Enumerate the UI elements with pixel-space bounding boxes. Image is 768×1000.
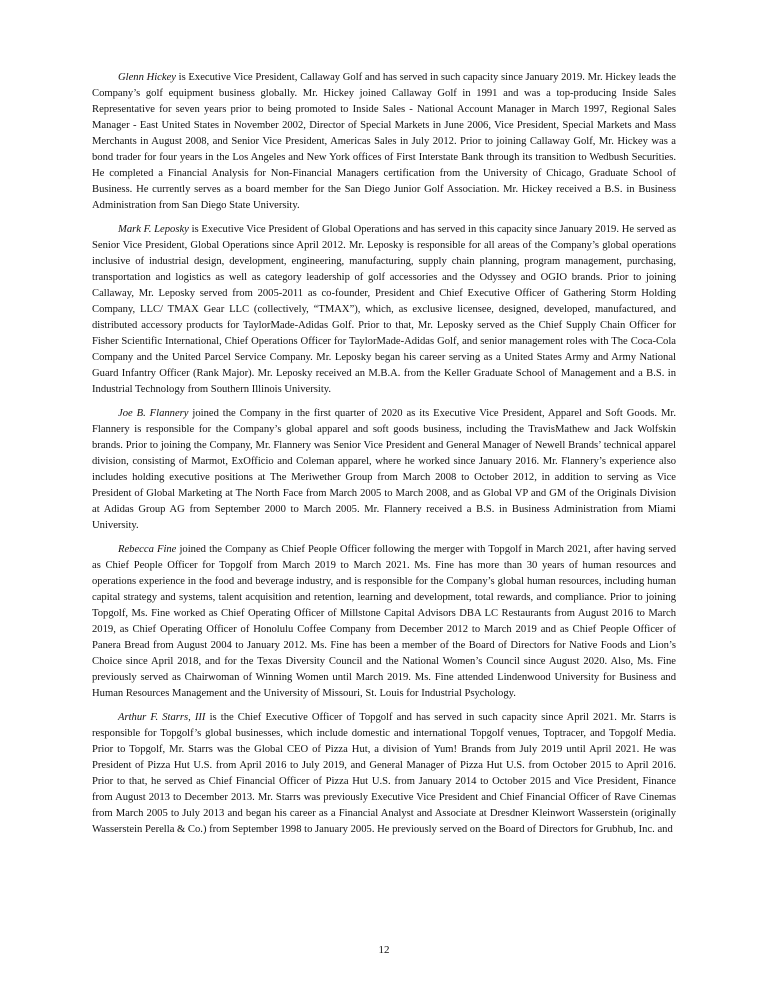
bio-text: is Executive Vice President of Global Operations and has served in this capacity since January 2019. He served as Senior Vice President, Global Operations since April 2012. Mr. Leposky is responsible for all areas of the Company’s global operations inclusive of industrial design, development, engineering, manufacturing, supply chain planning, program management, purchasing, transportation and logistics as well as category leadership of golf accessories and the Odyssey and OGIO brands. Prior to joining Callaway, Mr. Leposky served from 2005-2011 as co-founder, President and Chief Executive Officer of Gathering Storm Holding Company, LLC/ TMAX Gear LLC (collectively, “TMAX”), which, as exclusive licensee, designed, developed, manufactured, and distributed accessory products for TaylorMade-Adidas Golf. Prior to that, Mr. Leposky served as the Chief Supply Chain Officer for Fisher Scientific International, Chief Operations Officer for TaylorMade-Adidas Golf, and senior management roles with The Coca-Cola Company and the United Parcel Service Company. Mr. Leposky began his career serving as a United States Army and Army National Guard Infantry Officer (Rank Major). Mr. Leposky received an M.B.A. from the Keller Graduate School of Management and a B.S. in Industrial Technology from Southern Illinois University. bbox=[92, 224, 676, 395]
bio-text: is the Chief Executive Officer of Topgolf and has served in such capacity since April 2021. Mr. Starrs is responsible for Topgolf’s global businesses, which include domestic and international Topgolf venues, Toptracer, and Topgolf Media. Prior to Topgolf, Mr. Starrs was the Global CEO of Pizza Hut, a division of Yum! Brands from July 2019 until April 2021. He was President of Pizza Hut U.S. from April 2016 to July 2019, and General Manager of Pizza Hut U.S. from October 2015 to April 2016. Prior to that, he served as Chief Financial Officer of Pizza Hut U.S. from January 2014 to October 2015 and Vice President, Finance from August 2013 to December 2013. Mr. Starrs was previously Executive Vice President and Chief Financial Officer of Rave Cinemas from March 2005 to July 2013 and began his career as a Financial Analyst and Associate at Dresdner Kleinwort Wasserstein (originally Wasserstein Perella & Co.) from September 1998 to January 2005. He previously served on the Board of Directors for Grubhub, Inc. and bbox=[92, 712, 676, 835]
document-page bbox=[92, 70, 676, 846]
page-number: 12 bbox=[378, 944, 390, 956]
bio-name: Arthur F. Starrs, III bbox=[118, 712, 206, 723]
bio-name: Mark F. Leposky bbox=[118, 224, 189, 235]
bio-name: Rebecca Fine bbox=[118, 544, 177, 555]
bio-text: joined the Company in the first quarter of 2020 as its Executive Vice President, Apparel and Soft Goods. Mr. Flannery is responsible for the Company’s global apparel and soft goods business, including the TravisMathew and Jack Wolfskin brands. Prior to joining the Company, Mr. Flannery was Senior Vice President and General Manager of Newell Brands’ technical apparel division, consisting of Marmot, ExOfficio and Coleman apparel, where he worked since January 2016. Mr. Flannery’s experience also includes holding executive positions at The Meriwether Group from March 2008 to October 2012, in addition to serving as Vice President of Global Marketing at The North Face from March 2005 to March 2008, and as Global VP and GM of the Originals Division at Adidas Group AG from September 2000 to March 2005. Mr. Flannery received a B.S. in Business Administration from Miami University. bbox=[92, 408, 676, 531]
bio-mark-leposky bbox=[92, 222, 676, 398]
bio-glenn-hickey bbox=[92, 70, 676, 214]
bio-joe-flannery bbox=[92, 406, 676, 534]
bio-name: Glenn Hickey bbox=[118, 72, 176, 83]
bio-text: is Executive Vice President, Callaway Golf and has served in such capacity since January 2019. Mr. Hickey leads the Company’s golf equipment business globally. Mr. Hickey joined Callaway Golf in 1991 and was a top-producing Inside Sales Representative for seven years prior to being promoted to Inside Sales - National Account Manager in March 1997, Regional Sales Manager - East United States in November 2002, Director of Special Markets in June 2006, Vice President, Special Markets and Mass Merchants in August 2008, and Senior Vice President, Americas Sales in July 2012. Prior to joining Callaway Golf, Mr. Hickey was a bond trader for four years in the Los Angeles and New York offices of First Interstate Bank through its transition to Wedbush Securities. He completed a Financial Analysis for Non-Financial Managers certification from the University of Chicago, Graduate School of Business. He currently serves as a board member for the San Diego Junior Golf Association. Mr. Hickey received a B.S. in Business Administration from San Diego State University. bbox=[92, 72, 676, 211]
bio-name: Joe B. Flannery bbox=[118, 408, 189, 419]
bio-rebecca-fine bbox=[92, 542, 676, 702]
bio-text: joined the Company as Chief People Officer following the merger with Topgolf in March 2021, after having served as Chief People Officer for Topgolf from March 2019 to March 2021. Ms. Fine has more than 30 years of human resources and operations experience in the food and beverage industry, and is responsible for the Company’s global human resources, including human capital strategy and systems, talent acquisition and retention, learning and development, total rewards, and compliance. Prior to joining Topgolf, Ms. Fine worked as Chief Operating Officer of Millstone Capital Advisors DBA LC Restaurants from August 2016 to March 2019, as Chief Operating Officer of Honolulu Coffee Company from December 2012 to March 2019 and as Chief People Officer of Panera Bread from August 2004 to January 2012. Ms. Fine has been a member of the Board of Directors for Native Foods and Lion’s Choice since April 2018, and for the Texas Diversity Council and the National Women’s Council since August 2020. Also, Ms. Fine previously served as Chairwoman of Winning Women until March 2019. Ms. Fine attended Lindenwood University for Business and Human Resources Management and the University of Missouri, St. Louis for Industrial Psychology. bbox=[92, 544, 676, 699]
bio-arthur-starrs bbox=[92, 710, 676, 838]
